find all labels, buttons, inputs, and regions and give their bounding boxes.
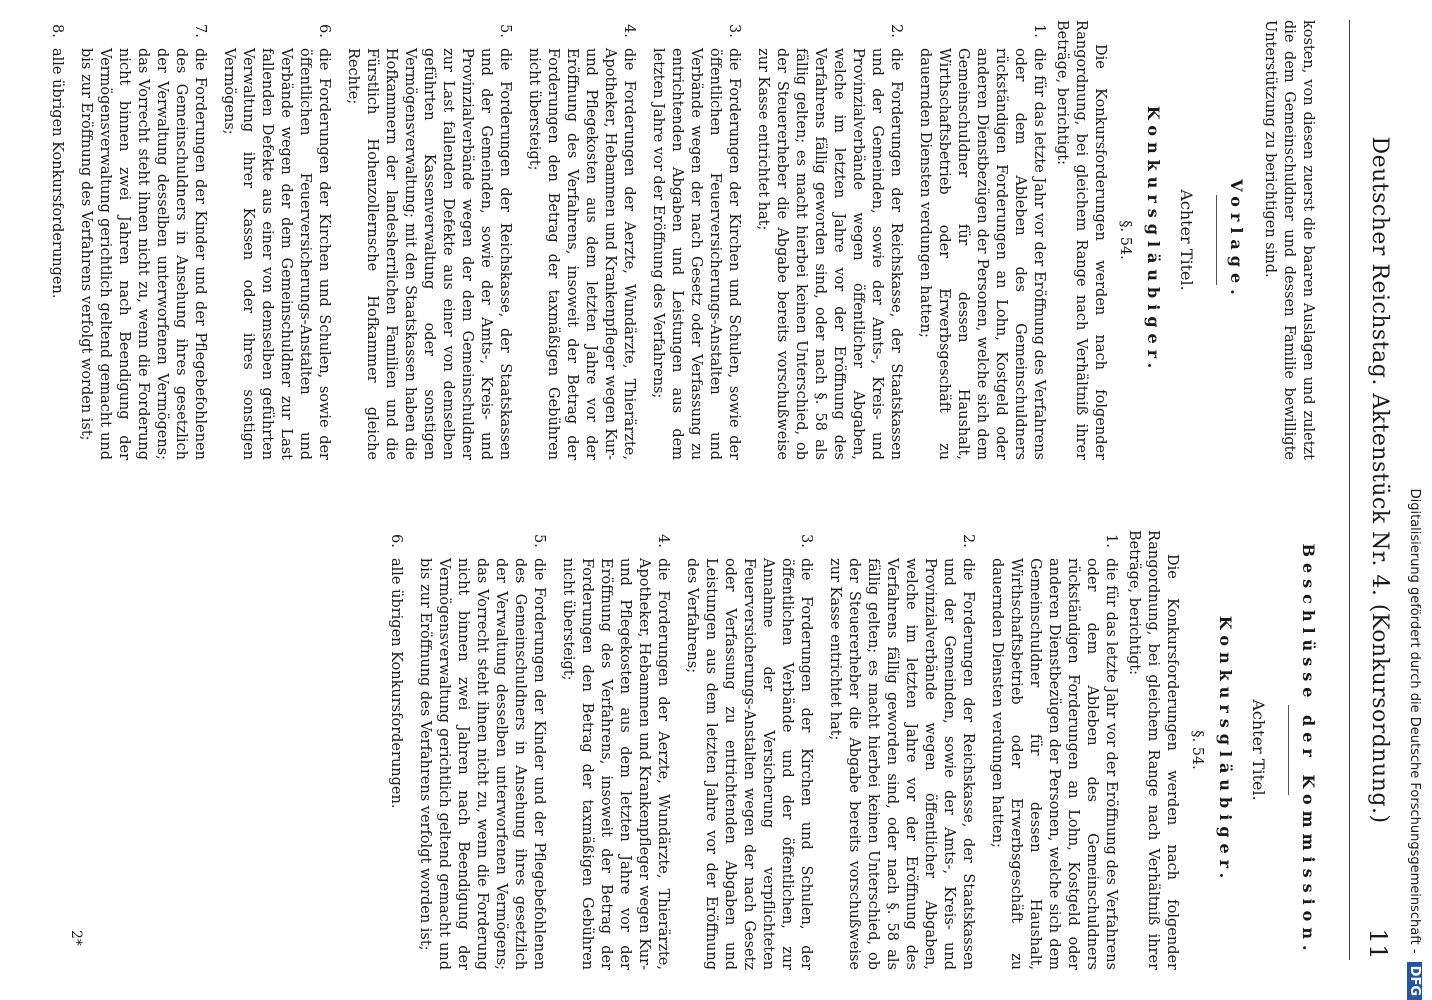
item-number: 4.: [655, 534, 671, 548]
item-text: die Forderungen der Reichskasse, der Staatskassen und der Gemeinden, sowie der Amts-, Kreis- und Provinzialverbände wegen öffentlicher Abgaben, welche im letzten Jahre vor der Eröffnung des Verfahrens fällig geworden sind, oder nach §. 58 als fällig gelten; es macht hierbei keinen Unterschied, ob der Steuererheber die Abgabe bereits vorschußweise zur Kasse entrichtet hat;: [827, 558, 976, 970]
item-number: 8.: [49, 24, 65, 38]
list-item: [825, 530, 977, 970]
header-rule: [1349, 20, 1350, 960]
section-number: §. 54.: [1189, 730, 1205, 770]
list-item: [648, 20, 743, 460]
item-text: die Forderungen der Kirchen und Schulen, sowie der öffentlichen Feuerversicherungs-Anstalten und Verbände wegen der dem Gemeinschuldner zur Last fallenden Defekte aus einer von demselben geführten Verwaltung ihrer Kassen oder ihres sonstigen Vermögens;: [221, 48, 332, 460]
item-text: die Forderungen der Reichskasse, der Staatskassen und der Gemeinden, sowie der Amts-, Kreis- und Provinzialverbände wegen öffentlicher Abgaben, welche im letzten Jahre vor der Eröffnung des Verfahrens fällig geworden sind, oder nach §. 58 als fällig gelten; es macht hierbei keinen Unterschied, ob der Steuererheber die Abgabe bereits vorschußweise zur Kasse entrichtet hat;: [755, 48, 904, 460]
preamble: Die Konkursforderungen werden nach folgender Rangordnung, bei gleichem Range nach Verhältniß ihrer Beträge, berichtigt:: [1054, 20, 1108, 460]
item-number: 6.: [316, 24, 332, 38]
list-item: [915, 20, 1048, 460]
item-number: 2.: [960, 534, 976, 548]
item-text: alle übrigen Konkursforderungen.: [388, 558, 404, 809]
item-number: 6.: [388, 534, 404, 548]
item-text: die Forderungen der Aerzte, Wundärzte, Thierärzte, Apotheker, Hebammen und Krankenpfleger wegen Kur- und Pflegekosten aus dem letzten Jahre vor der Eröffnung des Verfahrens, insoweit der Betrag der Forderungen den Betrag der taxmäßigen Gebühren nicht übersteigt;: [526, 48, 637, 460]
item-text: die Forderungen der Kirchen und Schulen, der öffentlichen Verbände und der öffentlichen, zur Annahme der Versicherung verpflichteten Feuerversicherungs-Anstalten wegen der nach Gesetz oder Verfassung zu entrichtenden Abgaben und Leistungen aus dem letzten Jahre vor der Eröffnung des Verfahrens;: [684, 558, 814, 970]
column-heading: Beschlüsse der Kommission.: [1299, 543, 1318, 957]
running-head: [1352, 20, 1392, 960]
list-item: [524, 20, 638, 460]
item-number: 1.: [1103, 534, 1119, 548]
item-text: alle übrigen Konkursforderungen.: [49, 48, 65, 299]
heading-rule: [1288, 705, 1289, 795]
list-item: [76, 20, 209, 460]
item-number: 3.: [726, 24, 742, 38]
preamble: Die Konkursforderungen werden nach folgender Rangordnung, bei gleichem Range nach Verhältniß ihrer Beträge, berichtigt:: [1126, 530, 1180, 970]
item-text: die Forderungen der Kinder und der Pflegebefohlenen des Gemeinschuldners in Ansehung ihres gesetzlich der Verwaltung desselben unterworfenen Vermögens; das Vorrecht steht ihnen nicht zu, wenn die Forderung nicht binnen zwei Jahren nach Beendigung der Vermögensverwaltung gerichtlich geltend gemacht und bis zur Eröffnung des Verfahrens verfolgt worden ist;: [78, 48, 208, 460]
list-item: [415, 530, 548, 970]
item-text: die Forderungen der Reichskasse, der Staatskassen und der Gemeinden, sowie der Amts-, Kreis- und Provinzialverbände wegen der dem Gemeinschuldner zur Last fallenden Defekte aus einer von demselben geführten Kassenverwaltung oder sonstigen Vermögensverwaltung; mit den Staatskassen haben die Hofkammern der landesherrlichen Familien und die Fürstlich Hohenzollernsche Hofkammer gleiche Rechte;: [345, 48, 513, 460]
item-number: 5.: [531, 534, 547, 548]
subtitle-heading: Konkursgläubiger.: [1144, 105, 1163, 375]
list-item: [343, 20, 514, 460]
item-list: [386, 530, 1120, 970]
column-beschluesse: [132, 530, 1332, 970]
list-item: [987, 530, 1120, 970]
running-head-title: Deutscher Reichstag. Aktenstück Nr. 4. (Konkursordnung.): [1367, 136, 1392, 824]
item-list: [47, 20, 1048, 460]
digitization-note: Digitalisierung gefördert durch die Deutsche Forschungsgemeinschaft -: [1407, 488, 1422, 954]
list-item: [219, 20, 333, 460]
title-heading: Achter Titel.: [1249, 699, 1268, 801]
signature-mark: 2*: [68, 930, 84, 946]
item-text: die für das letzte Jahr vor der Eröffnung des Verfahrens oder dem Ableben des Gemeinschuldners rückständigen Forderungen an Lohn, Kostgeld oder anderen Dienstbezügen der Personen, welche sich dem Gemeinschuldner für dessen Haushalt, Wirthschaftsbetrieb oder Erwerbsgeschäft zu dauernden Diensten verdungen hatten;: [917, 48, 1047, 460]
item-number: 5.: [497, 24, 513, 38]
list-item: [682, 530, 815, 970]
digitization-credit: [1396, 40, 1422, 1000]
list-item: [47, 20, 66, 460]
column-vorlage: [49, 20, 1332, 460]
item-number: 1.: [1031, 24, 1047, 38]
item-text: die Forderungen der Aerzte, Wundärzte, Thierärzte, Apotheker, Hebammen und Krankenpfleger wegen Kur- und Pflegekosten aus dem letzten Jahre vor der Eröffnung des Verfahrens, insoweit der Betrag der Forderungen den Betrag der taxmäßigen Gebühren nicht übersteigt;: [560, 558, 671, 970]
heading-rule: [1216, 195, 1217, 285]
title-heading: Achter Titel.: [1177, 189, 1196, 291]
item-number: 7.: [192, 24, 208, 38]
list-item: [753, 20, 905, 460]
section-number: §. 54.: [1117, 220, 1133, 260]
item-text: die Forderungen der Kirchen und Schulen, sowie der öffentlichen Feuerversicherungs-Anstalten und Verbände wegen der nach Gesetz oder Verfassung zu entrichtenden Abgaben und Leistungen aus dem letzten Jahre vor der Eröffnung des Verfahrens;: [650, 48, 742, 460]
intro-text: kosten, von diesen zuerst die baaren Auslagen und zuletzt die dem Gemeinschuldner und dessen Familie bewilligte Unterstützung zu berichtigen sind.: [1262, 20, 1317, 460]
subtitle-heading: Konkursgläubiger.: [1216, 615, 1235, 885]
item-number: 3.: [798, 534, 814, 548]
column-heading: Vorlage.: [1227, 179, 1246, 301]
item-text: die Forderungen der Kinder und der Pflegebefohlenen des Gemeinschuldners in Ansehung ihres gesetzlich der Verwaltung desselben unterworfenen Vermögens; das Vorrecht steht ihnen nicht zu, wenn die Forderung nicht binnen zwei Jahren nach Beendigung der Vermögensverwaltung gerichtlich geltend gemacht und bis zur Eröffnung des Verfahrens verfolgt worden ist;: [417, 558, 547, 970]
item-number: 4.: [621, 24, 637, 38]
dfg-logo: DFG: [1407, 962, 1422, 1000]
page-number: 11: [1364, 928, 1392, 960]
item-number: 2.: [888, 24, 904, 38]
item-text: die für das letzte Jahr vor der Eröffnung des Verfahrens oder dem Ableben des Gemeinschuldners rückständigen Forderungen an Lohn, Kostgeld oder anderen Dienstbezügen der Personen, welche sich dem Gemeinschuldner für dessen Haushalt, Wirthschaftsbetrieb oder Erwerbsgeschäft zu dauernden Diensten verdungen hatten;: [989, 558, 1119, 970]
list-item: [558, 530, 672, 970]
list-item: [386, 530, 405, 970]
